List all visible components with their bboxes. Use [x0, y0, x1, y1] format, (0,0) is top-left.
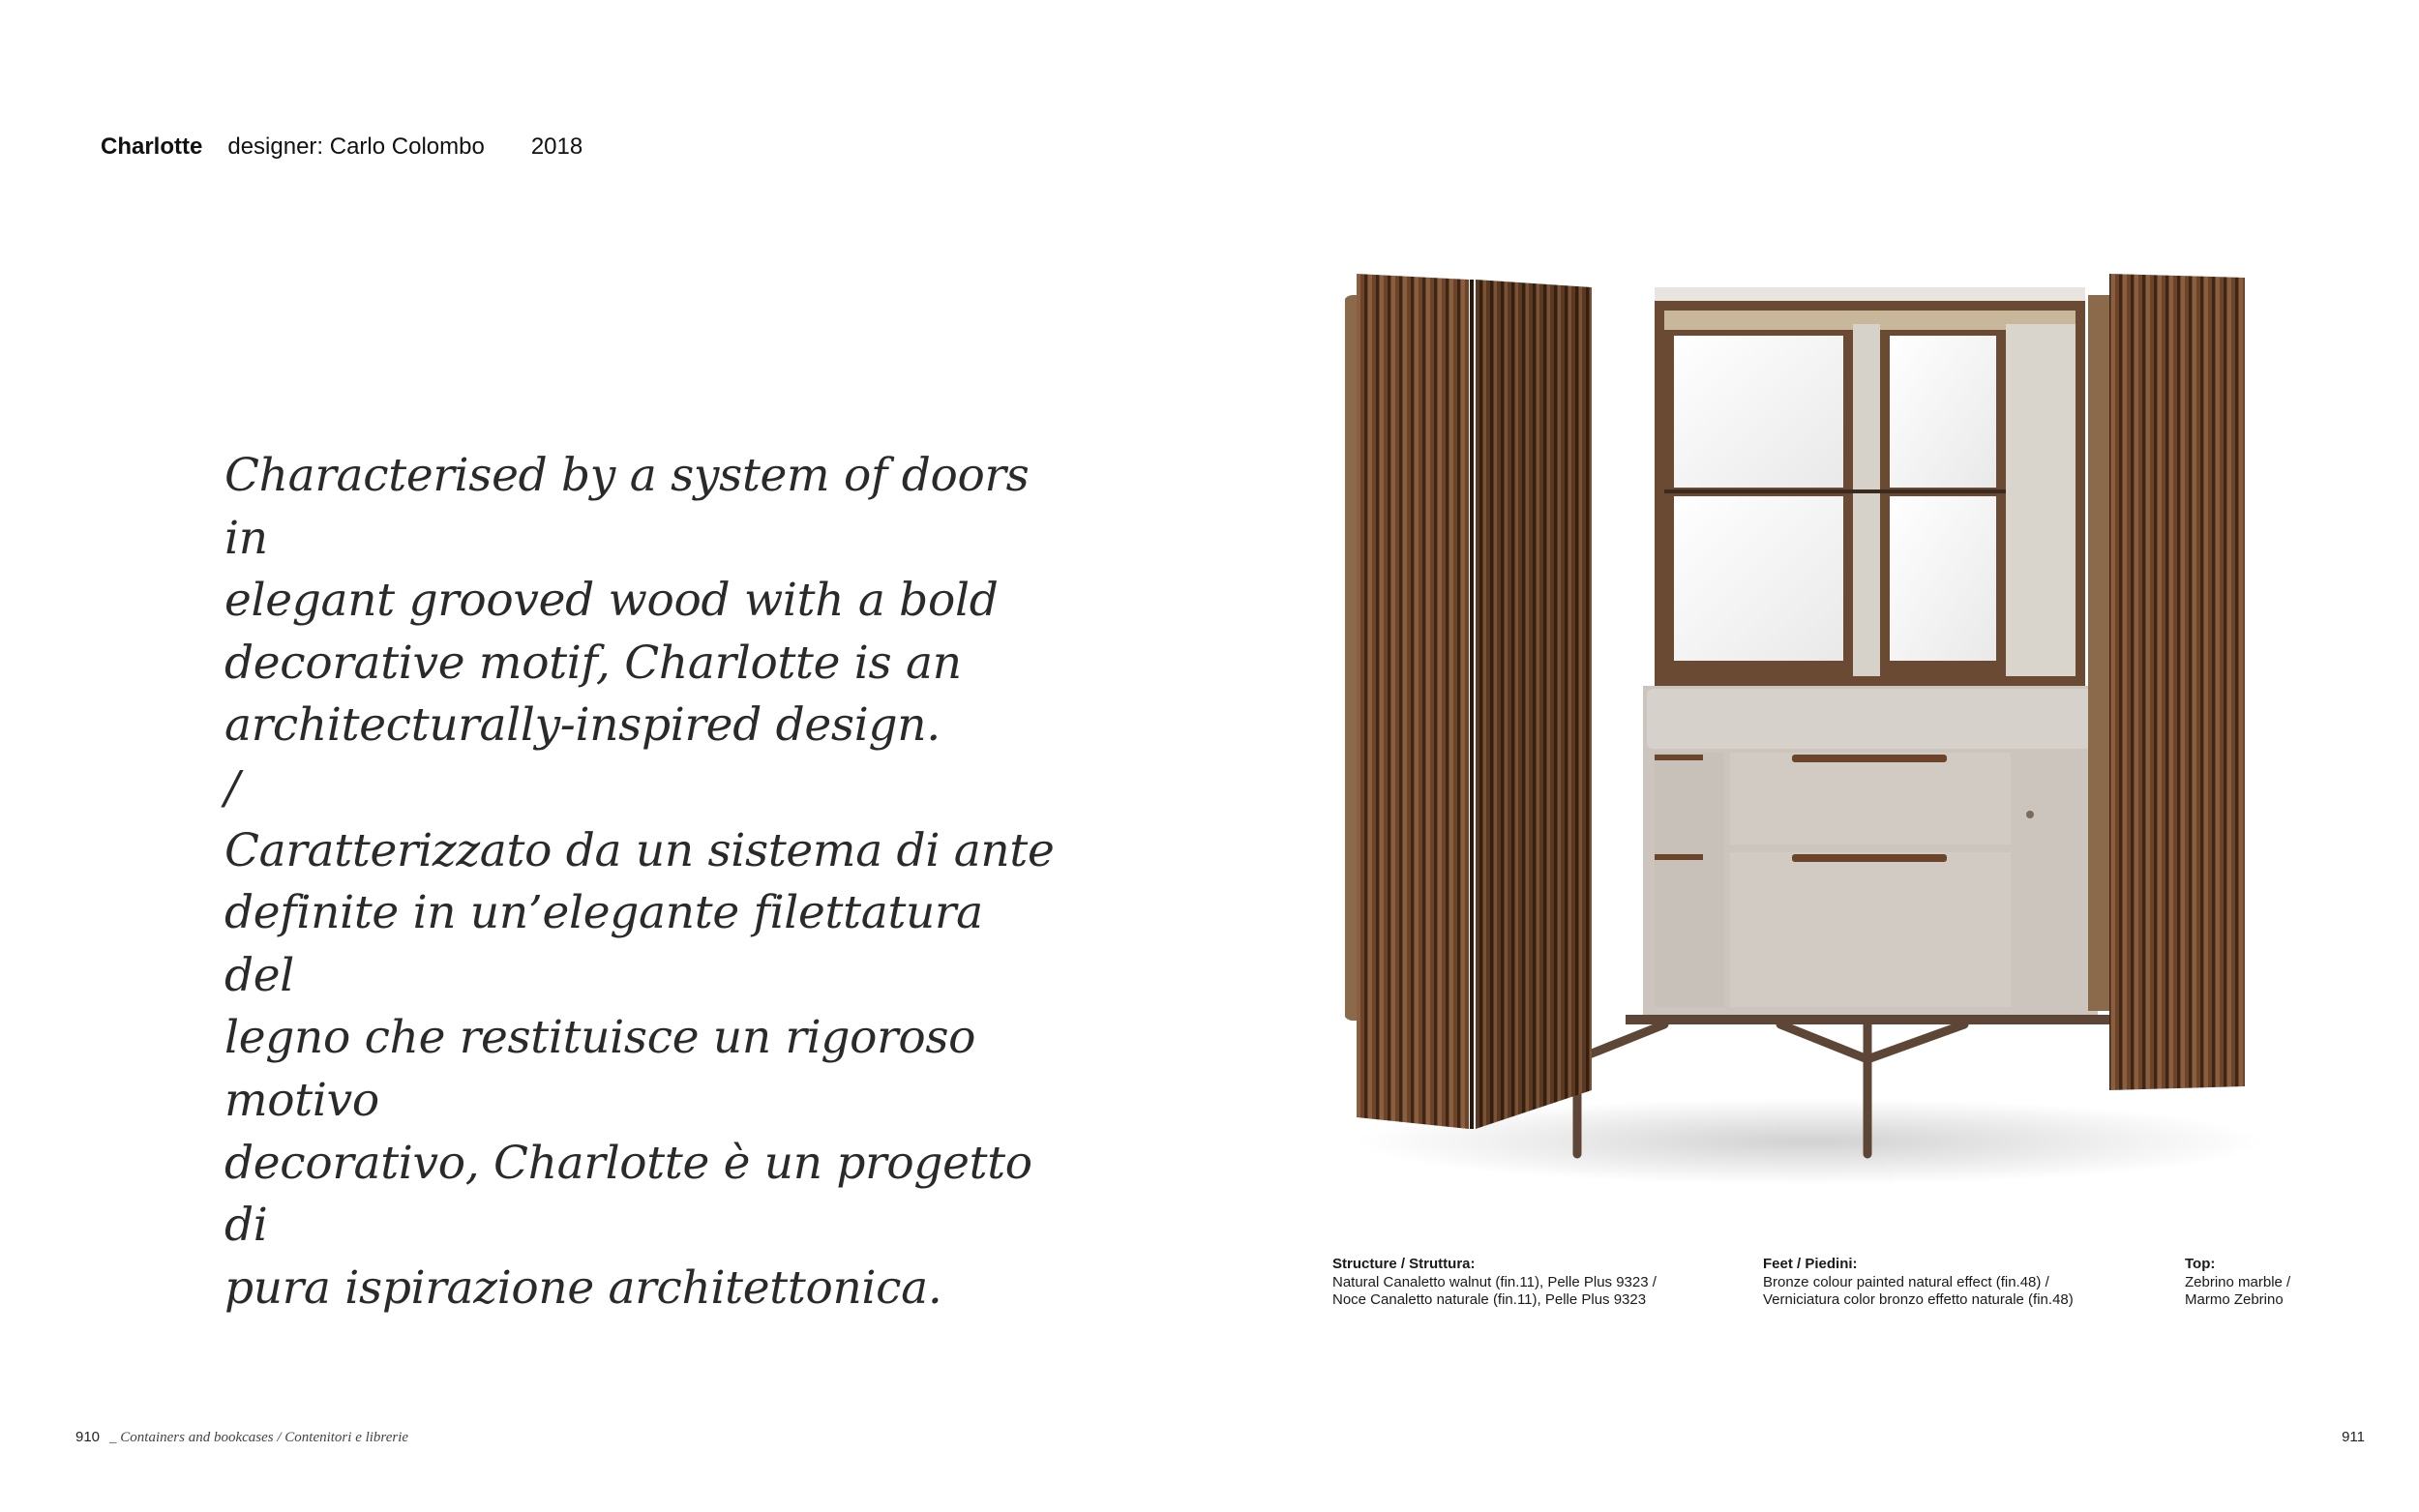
page-number-left: 910	[75, 1429, 101, 1445]
drawer-handle	[1792, 854, 1947, 862]
description-line: decorative motif, Charlotte is an	[224, 636, 962, 690]
lower-top-panel	[1647, 689, 2094, 749]
mirror-panel	[1674, 496, 1843, 661]
cabinet-photo	[1345, 266, 2264, 1224]
description-line: legno che restituisce un rigoroso motivo	[224, 1011, 976, 1127]
drawer-handle	[1655, 854, 1703, 860]
mirror-panel	[1674, 336, 1843, 488]
drawer-handle	[1792, 755, 1947, 762]
spec-value: Marmo Zebrino	[2185, 1291, 2284, 1308]
page-number-right: 911	[2342, 1429, 2365, 1445]
description-line: Caratterizzato da un sistema di ante	[224, 823, 1055, 877]
spec-label: Feet / Piedini:	[1763, 1256, 1858, 1272]
spec-value: Natural Canaletto walnut (fin.11), Pelle Plus 9323 /	[1332, 1273, 1657, 1290]
keyhole	[2026, 811, 2034, 818]
designer-credit: designer: Carlo Colombo	[227, 133, 485, 160]
side-panel	[2006, 324, 2076, 676]
spec-structure	[1332, 1256, 1657, 1310]
right-door	[2109, 274, 2245, 1090]
language-separator: /	[224, 760, 240, 815]
description-line: elegant grooved wood with a bold	[224, 574, 999, 628]
section-title: _ Containers and bookcases / Contenitori e librerie	[109, 1430, 409, 1445]
center-divider	[1853, 324, 1880, 676]
description-line: architecturally-inspired design.	[224, 698, 941, 753]
cabinet-top	[1655, 287, 2085, 301]
product-year: 2018	[530, 133, 583, 160]
footer-left	[75, 1429, 408, 1446]
drawer-front	[1730, 753, 2011, 845]
product-description	[224, 445, 1057, 1319]
description-line: Characterised by a system of doors in	[224, 449, 1030, 565]
left-door-outer	[1357, 274, 1469, 1129]
cabinet-side	[2088, 295, 2109, 1011]
spec-value: Bronze colour painted natural effect (fin.48) /	[1763, 1273, 2049, 1290]
mirror-panel	[1890, 496, 1996, 661]
spec-feet	[1763, 1256, 2074, 1310]
product-title: Charlotte	[101, 133, 203, 160]
description-line: pura ispirazione architettonica.	[224, 1260, 942, 1315]
description-line: decorativo, Charlotte è un progetto di	[224, 1136, 1032, 1253]
mirror-panel	[1890, 336, 1996, 488]
spec-value: Zebrino marble /	[2185, 1273, 2291, 1290]
spec-label: Structure / Struttura:	[1332, 1256, 1476, 1272]
spec-value: Noce Canaletto naturale (fin.11), Pelle Plus 9323	[1332, 1291, 1647, 1308]
side-compartment	[1655, 753, 1724, 1007]
spec-top	[2185, 1256, 2290, 1310]
drawer-front	[1730, 852, 2011, 1007]
drawer-handle	[1655, 755, 1703, 760]
description-line: definite in un’elegante filettatura del	[224, 886, 983, 1002]
spec-label: Top:	[2185, 1256, 2216, 1272]
product-header	[101, 133, 582, 161]
spec-value: Verniciatura color bronzo effetto naturale (fin.48)	[1763, 1291, 2074, 1308]
left-door-inner	[1476, 280, 1592, 1129]
